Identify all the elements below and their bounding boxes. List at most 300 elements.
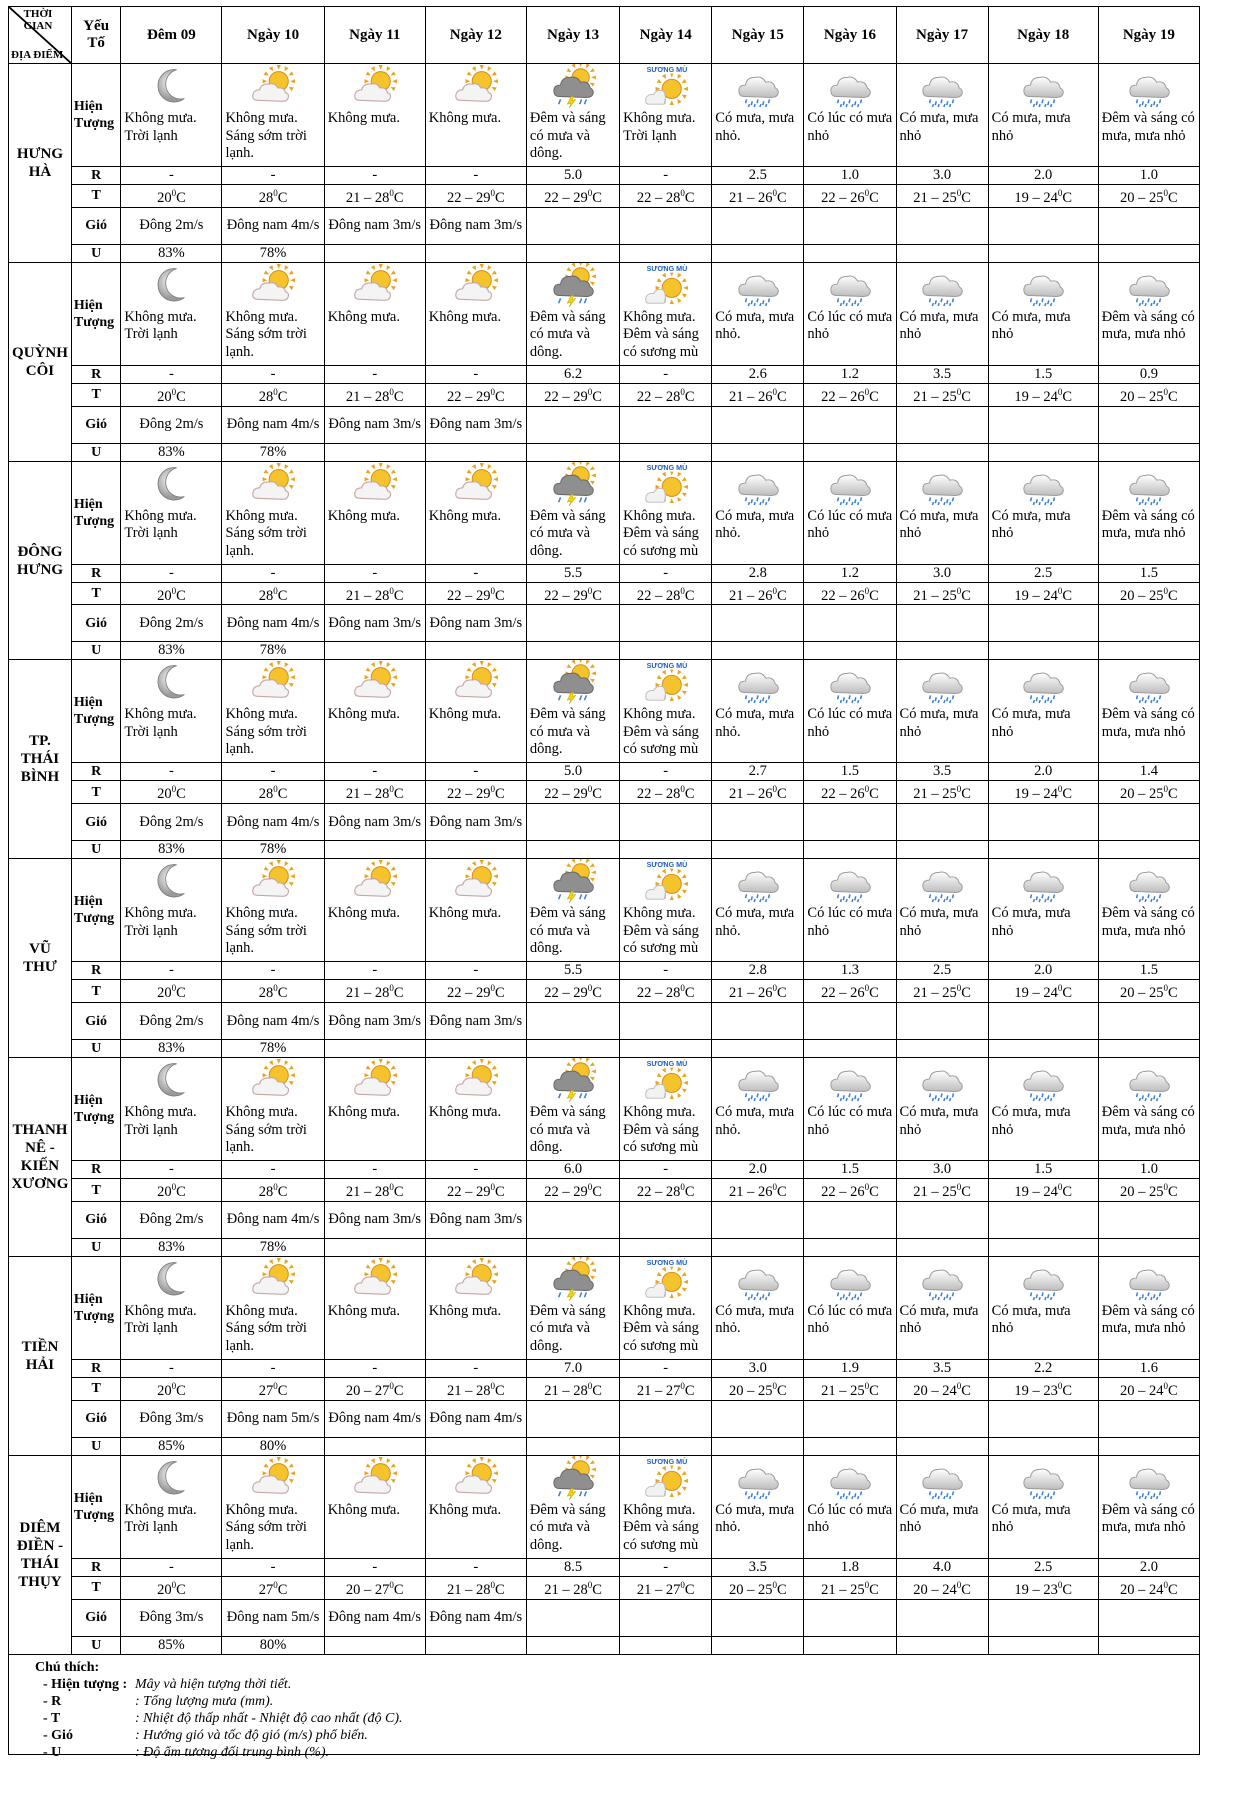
rain-cell: 5.5 bbox=[526, 564, 619, 582]
temp-value: 22 – 29 bbox=[544, 189, 588, 206]
temp-cell bbox=[988, 781, 1098, 804]
temp-cell bbox=[988, 1377, 1098, 1400]
degree-mark: 0 bbox=[389, 983, 394, 994]
wind-cell bbox=[1098, 1599, 1199, 1636]
humidity-cell bbox=[620, 841, 712, 859]
temp-value: 22 – 29 bbox=[447, 786, 491, 803]
humidity-cell bbox=[620, 244, 712, 262]
temp-unit: C bbox=[592, 1183, 602, 1200]
temp-value: 20 – 25 bbox=[729, 1382, 773, 1399]
temp-value: 22 – 28 bbox=[636, 189, 681, 206]
temp-value: 21 – 25 bbox=[913, 587, 957, 604]
temp-unit: C bbox=[777, 1183, 787, 1200]
rain-cell: - bbox=[324, 167, 425, 185]
phenomenon-cell bbox=[620, 859, 712, 962]
humidity-row bbox=[9, 1437, 1200, 1455]
phenomenon-text: Không mưa. Sáng sớm trời lạnh. bbox=[225, 1104, 307, 1156]
phenomenon-text: Có mưa, mưa nhỏ. bbox=[715, 905, 795, 939]
degree-mark: 0 bbox=[171, 1380, 177, 1391]
temp-value: 22 – 26 bbox=[821, 587, 865, 604]
phenomenon-text: Đêm và sáng có mưa, mưa nhỏ bbox=[1101, 905, 1195, 939]
rain-cell: 3.5 bbox=[896, 763, 988, 781]
label-temp: T bbox=[71, 1179, 120, 1202]
humidity-cell bbox=[988, 244, 1098, 262]
rain-cloud-icon bbox=[1102, 1058, 1196, 1104]
temp-unit: C bbox=[592, 786, 602, 803]
phenomenon-cell bbox=[324, 461, 425, 564]
temp-cell bbox=[526, 980, 619, 1003]
temp-cell bbox=[526, 781, 619, 804]
humidity-row bbox=[9, 1040, 1200, 1058]
temp-cell bbox=[620, 185, 712, 208]
rain-cell: - bbox=[222, 962, 324, 980]
phenomenon-cell bbox=[425, 1455, 526, 1558]
temp-unit: C bbox=[176, 985, 186, 1002]
rain-cell: - bbox=[324, 365, 425, 383]
humidity-cell bbox=[712, 1636, 804, 1654]
humidity-cell bbox=[620, 1238, 712, 1256]
humidity-cell bbox=[804, 1040, 896, 1058]
temp-value: 21 – 28 bbox=[345, 388, 390, 405]
temp-cell bbox=[526, 185, 619, 208]
wind-cell: Đông nam 5m/s bbox=[222, 1599, 324, 1636]
temp-value: 21 – 28 bbox=[345, 1183, 390, 1200]
temp-value: 20 – 25 bbox=[1120, 786, 1164, 803]
temp-value: 22 – 29 bbox=[544, 587, 588, 604]
degree-mark: 0 bbox=[680, 1182, 685, 1193]
humidity-cell: 85% bbox=[121, 1636, 222, 1654]
rain-cloud-icon bbox=[1102, 1456, 1196, 1502]
temp-row bbox=[9, 1576, 1200, 1599]
wind-cell bbox=[896, 1599, 988, 1636]
rain-cell: 1.5 bbox=[988, 365, 1098, 383]
rain-cell: 2.0 bbox=[712, 1161, 804, 1179]
wind-cell bbox=[896, 1400, 988, 1437]
location-name: THANH NÊ - KIẾN XƯƠNG bbox=[9, 1058, 72, 1257]
phenomenon-text: Không mưa. Trời lạnh bbox=[124, 1501, 197, 1536]
moon-icon bbox=[124, 1058, 218, 1104]
degree-mark: 0 bbox=[1163, 188, 1169, 198]
wind-cell bbox=[712, 1599, 804, 1636]
label-temp: T bbox=[71, 582, 120, 605]
degree-mark: 0 bbox=[273, 1182, 278, 1193]
legend-item bbox=[35, 1676, 1199, 1693]
humidity-cell: 85% bbox=[121, 1437, 222, 1455]
degree-mark: 0 bbox=[864, 1182, 870, 1193]
degree-mark: 0 bbox=[680, 585, 685, 596]
temp-value: 28 bbox=[258, 1183, 274, 1200]
thunderstorm-sun-icon bbox=[530, 64, 616, 110]
temp-value: 20 – 25 bbox=[729, 1581, 773, 1598]
phenomenon-text: Không mưa. bbox=[327, 706, 400, 723]
temp-unit: C bbox=[176, 587, 186, 604]
temp-cell bbox=[804, 1179, 896, 1202]
phenomenon-text: Có mưa, mưa nhỏ bbox=[991, 1302, 1071, 1337]
degree-mark: 0 bbox=[389, 188, 394, 198]
temp-cell bbox=[222, 582, 324, 605]
temp-cell bbox=[1098, 1576, 1199, 1599]
phenomenon-cell bbox=[804, 1455, 896, 1558]
temp-cell bbox=[121, 1377, 222, 1400]
rain-cloud-icon bbox=[807, 1257, 892, 1303]
phenomenon-text: Không mưa. bbox=[428, 110, 502, 126]
temp-cell bbox=[324, 1377, 425, 1400]
degree-mark: 0 bbox=[1057, 386, 1063, 397]
temp-cell bbox=[1098, 582, 1199, 605]
phenomenon-text: Có mưa, mưa nhỏ bbox=[991, 1501, 1071, 1536]
sun-cloud-icon bbox=[225, 263, 320, 309]
wind-cell: Đông nam 4m/s bbox=[222, 1003, 324, 1040]
degree-mark: 0 bbox=[1057, 1182, 1063, 1193]
wind-row bbox=[9, 605, 1200, 642]
phenomenon-cell bbox=[121, 1058, 222, 1161]
phenomenon-cell bbox=[804, 461, 896, 564]
temp-value: 27 bbox=[258, 1382, 274, 1399]
rain-cell: 2.0 bbox=[1098, 1558, 1199, 1576]
wind-cell: Đông nam 3m/s bbox=[324, 406, 425, 443]
temp-value: 19 – 24 bbox=[1014, 985, 1058, 1002]
humidity-cell: 78% bbox=[222, 1040, 324, 1058]
phenomenon-cell bbox=[526, 660, 619, 763]
rain-cell: - bbox=[620, 962, 712, 980]
humidity-cell bbox=[712, 642, 804, 660]
rain-row bbox=[9, 365, 1200, 383]
temp-cell bbox=[712, 980, 804, 1003]
temp-value: 28 bbox=[258, 189, 274, 206]
temp-unit: C bbox=[277, 786, 288, 803]
wind-row bbox=[9, 1400, 1200, 1437]
temp-value: 28 bbox=[258, 388, 274, 405]
degree-mark: 0 bbox=[171, 585, 177, 596]
phenomenon-cell bbox=[324, 1256, 425, 1359]
label-humidity: U bbox=[71, 841, 120, 859]
moon-icon bbox=[124, 660, 218, 706]
day-header-2: Ngày 11 bbox=[324, 7, 425, 64]
degree-mark: 0 bbox=[956, 1380, 962, 1391]
temp-cell bbox=[121, 1179, 222, 1202]
wind-cell bbox=[620, 1201, 712, 1238]
temp-unit: C bbox=[684, 1382, 695, 1399]
temp-cell bbox=[620, 1179, 712, 1202]
phenomenon-text: Có lúc có mưa nhỏ bbox=[807, 706, 893, 740]
day-header-5: Ngày 14 bbox=[620, 7, 712, 64]
temp-value: 20 – 27 bbox=[345, 1581, 390, 1598]
phenomenon-text: Có mưa, mưa nhỏ bbox=[991, 308, 1071, 343]
wind-row bbox=[9, 406, 1200, 443]
rain-cell: - bbox=[620, 167, 712, 185]
degree-mark: 0 bbox=[273, 1579, 278, 1590]
wind-cell: Đông nam 3m/s bbox=[324, 1003, 425, 1040]
degree-mark: 0 bbox=[956, 1579, 962, 1590]
wind-cell bbox=[896, 1201, 988, 1238]
moon-icon bbox=[124, 1456, 218, 1502]
wind-cell bbox=[804, 1003, 896, 1040]
rain-cell: 1.0 bbox=[1098, 1161, 1199, 1179]
rain-cloud-icon bbox=[807, 859, 892, 905]
temp-cell bbox=[121, 1576, 222, 1599]
phenomenon-text: Không mưa. bbox=[327, 1104, 400, 1121]
sun-cloud-icon bbox=[429, 263, 523, 309]
moon-icon bbox=[124, 64, 218, 110]
temp-unit: C bbox=[777, 985, 787, 1002]
temp-unit: C bbox=[684, 985, 695, 1002]
rain-cell: 8.5 bbox=[526, 1558, 619, 1576]
sun-cloud-icon bbox=[429, 462, 523, 508]
humidity-cell: 78% bbox=[222, 841, 324, 859]
humidity-cell: 78% bbox=[222, 244, 324, 262]
temp-cell bbox=[804, 1576, 896, 1599]
phenomenon-cell bbox=[121, 461, 222, 564]
phenomenon-cell bbox=[896, 64, 988, 167]
rain-cloud-icon bbox=[1102, 64, 1196, 110]
rain-cloud-icon bbox=[992, 859, 1095, 905]
phenomena-row bbox=[9, 660, 1200, 763]
phenomenon-text: Đêm và sáng có mưa và dông. bbox=[529, 308, 606, 360]
label-humidity: U bbox=[71, 642, 120, 660]
degree-mark: 0 bbox=[171, 784, 177, 795]
rain-cloud-icon bbox=[715, 64, 800, 110]
humidity-cell bbox=[324, 1437, 425, 1455]
phenomenon-cell bbox=[712, 262, 804, 365]
temp-value: 19 – 23 bbox=[1014, 1581, 1058, 1598]
rain-cell: 1.2 bbox=[804, 365, 896, 383]
rain-cloud-icon bbox=[715, 1456, 800, 1502]
temp-value: 22 – 28 bbox=[636, 985, 681, 1002]
degree-mark: 0 bbox=[772, 585, 777, 596]
rain-cell: - bbox=[620, 1161, 712, 1179]
degree-mark: 0 bbox=[772, 386, 777, 397]
temp-value: 21 – 28 bbox=[345, 985, 390, 1002]
temp-unit: C bbox=[869, 1382, 879, 1399]
humidity-cell bbox=[896, 244, 988, 262]
temp-unit: C bbox=[277, 1183, 288, 1200]
temp-cell bbox=[425, 185, 526, 208]
location-name: TP. THÁI BÌNH bbox=[9, 660, 72, 859]
degree-mark: 0 bbox=[772, 1579, 777, 1590]
temp-value: 21 – 27 bbox=[636, 1581, 681, 1598]
temp-value: 22 – 26 bbox=[821, 1183, 865, 1200]
temp-unit: C bbox=[1062, 985, 1073, 1002]
wind-cell bbox=[896, 406, 988, 443]
degree-mark: 0 bbox=[273, 784, 278, 795]
wind-cell bbox=[526, 406, 619, 443]
temp-cell bbox=[526, 383, 619, 406]
wind-cell bbox=[620, 406, 712, 443]
degree-mark: 0 bbox=[587, 1380, 593, 1391]
degree-mark: 0 bbox=[171, 386, 177, 397]
legend-item bbox=[35, 1727, 1199, 1744]
legend-key: - U bbox=[43, 1744, 62, 1760]
phenomenon-cell bbox=[896, 461, 988, 564]
phenomenon-text: Không mưa. Trời lạnh bbox=[124, 905, 197, 939]
label-phenomenon: Hiện Tượng bbox=[71, 262, 120, 365]
wind-cell bbox=[896, 207, 988, 244]
rain-cell: 1.5 bbox=[804, 1161, 896, 1179]
phenomena-row bbox=[9, 859, 1200, 962]
temp-value: 22 – 28 bbox=[636, 388, 681, 405]
temp-unit: C bbox=[393, 786, 404, 803]
degree-mark: 0 bbox=[587, 1579, 593, 1590]
fog-label: SƯƠNG MÙ bbox=[646, 463, 688, 472]
rain-cloud-icon bbox=[900, 1058, 985, 1104]
degree-mark: 0 bbox=[680, 1579, 685, 1590]
phenomenon-cell bbox=[324, 1058, 425, 1161]
temp-cell bbox=[222, 1576, 324, 1599]
rain-cell: 1.3 bbox=[804, 962, 896, 980]
rain-cell: 3.0 bbox=[896, 1161, 988, 1179]
temp-unit: C bbox=[777, 587, 787, 604]
humidity-cell bbox=[712, 1040, 804, 1058]
rain-cell: 5.0 bbox=[526, 167, 619, 185]
sun-cloud-icon bbox=[328, 462, 422, 508]
humidity-cell: 80% bbox=[222, 1437, 324, 1455]
sun-cloud-icon bbox=[225, 1058, 320, 1104]
phenomenon-text: Không mưa. bbox=[428, 1302, 502, 1319]
humidity-cell: 83% bbox=[121, 841, 222, 859]
temp-unit: C bbox=[777, 388, 787, 405]
temp-cell bbox=[620, 383, 712, 406]
humidity-cell bbox=[324, 244, 425, 262]
temp-value: 21 – 28 bbox=[345, 786, 390, 803]
humidity-cell bbox=[896, 841, 988, 859]
rain-cell: 1.2 bbox=[804, 564, 896, 582]
degree-mark: 0 bbox=[1163, 585, 1169, 596]
degree-mark: 0 bbox=[1057, 784, 1063, 795]
temp-cell bbox=[526, 582, 619, 605]
degree-mark: 0 bbox=[587, 585, 593, 596]
wind-cell: Đông 3m/s bbox=[121, 1599, 222, 1636]
temp-cell bbox=[712, 383, 804, 406]
thunderstorm-sun-icon bbox=[530, 1058, 616, 1104]
label-rain: R bbox=[71, 564, 120, 582]
wind-cell: Đông 3m/s bbox=[121, 1400, 222, 1437]
rain-cell: 1.5 bbox=[1098, 564, 1199, 582]
wind-cell: Đông nam 5m/s bbox=[222, 1400, 324, 1437]
humidity-cell bbox=[804, 1437, 896, 1455]
degree-mark: 0 bbox=[680, 983, 685, 994]
fog-sun-icon bbox=[623, 263, 708, 309]
rain-cell: - bbox=[425, 962, 526, 980]
temp-value: 20 – 27 bbox=[345, 1382, 390, 1399]
sun-cloud-icon bbox=[429, 859, 523, 905]
humidity-cell bbox=[988, 1238, 1098, 1256]
rain-row bbox=[9, 1359, 1200, 1377]
temp-value: 20 bbox=[157, 388, 172, 405]
thunderstorm-sun-icon bbox=[530, 263, 616, 309]
thunderstorm-sun-icon bbox=[530, 462, 616, 508]
phenomenon-text: Không mưa. Sáng sớm trời lạnh. bbox=[225, 905, 307, 957]
humidity-cell bbox=[1098, 244, 1199, 262]
humidity-cell bbox=[620, 1040, 712, 1058]
rain-cell: - bbox=[222, 1161, 324, 1179]
temp-unit: C bbox=[176, 189, 186, 206]
temp-unit: C bbox=[495, 786, 505, 803]
fog-label: SƯƠNG MÙ bbox=[646, 662, 688, 671]
temp-value: 19 – 24 bbox=[1014, 1183, 1058, 1200]
temp-unit: C bbox=[393, 388, 404, 405]
fog-label: SƯƠNG MÙ bbox=[646, 861, 688, 870]
wind-cell: Đông nam 3m/s bbox=[425, 605, 526, 642]
rain-cell: 3.5 bbox=[896, 1359, 988, 1377]
legend-value: : Hướng gió và tốc độ gió (m/s) phổ biến. bbox=[135, 1727, 368, 1743]
rain-cloud-icon bbox=[807, 1058, 892, 1104]
wind-cell: Đông nam 4m/s bbox=[324, 1400, 425, 1437]
temp-value: 22 – 29 bbox=[544, 786, 588, 803]
phenomenon-cell bbox=[1098, 64, 1199, 167]
phenomenon-cell bbox=[324, 660, 425, 763]
wind-cell: Đông nam 3m/s bbox=[324, 605, 425, 642]
temp-value: 20 – 24 bbox=[913, 1382, 957, 1399]
phenomenon-cell bbox=[712, 461, 804, 564]
wind-cell bbox=[988, 207, 1098, 244]
rain-row bbox=[9, 962, 1200, 980]
humidity-cell bbox=[804, 244, 896, 262]
phenomenon-cell bbox=[425, 461, 526, 564]
temp-cell bbox=[324, 582, 425, 605]
temp-value: 21 – 26 bbox=[729, 786, 773, 803]
temp-unit: C bbox=[176, 388, 186, 405]
rain-cell: - bbox=[324, 1359, 425, 1377]
wind-cell bbox=[620, 1003, 712, 1040]
temp-cell bbox=[896, 383, 988, 406]
degree-mark: 0 bbox=[490, 188, 496, 198]
fog-sun-icon bbox=[623, 660, 708, 706]
sun-cloud-icon bbox=[225, 660, 320, 706]
legend-title: Chú thích: bbox=[35, 1659, 100, 1675]
temp-unit: C bbox=[176, 1581, 186, 1598]
degree-mark: 0 bbox=[1057, 983, 1063, 994]
phenomenon-text: Không mưa. Sáng sớm trời lạnh. bbox=[225, 507, 307, 559]
wind-cell bbox=[526, 207, 619, 244]
day-header-9: Ngày 18 bbox=[988, 7, 1098, 64]
wind-cell: Đông nam 4m/s bbox=[425, 1400, 526, 1437]
wind-row bbox=[9, 804, 1200, 841]
factor-header: Yếu Tố bbox=[71, 7, 120, 64]
phenomenon-cell bbox=[804, 660, 896, 763]
phenomenon-text: Đêm và sáng có mưa và dông. bbox=[529, 905, 606, 957]
degree-mark: 0 bbox=[680, 386, 685, 397]
temp-cell bbox=[896, 1377, 988, 1400]
phenomenon-text: Có mưa, mưa nhỏ. bbox=[715, 507, 795, 542]
wind-cell bbox=[804, 605, 896, 642]
label-humidity: U bbox=[71, 1040, 120, 1058]
phenomenon-cell bbox=[222, 461, 324, 564]
wind-cell bbox=[1098, 1201, 1199, 1238]
phenomenon-text: Có mưa, mưa nhỏ bbox=[899, 706, 979, 740]
phenomenon-cell bbox=[526, 1058, 619, 1161]
degree-mark: 0 bbox=[680, 784, 685, 795]
degree-mark: 0 bbox=[490, 1579, 496, 1590]
temp-value: 20 – 24 bbox=[1120, 1581, 1164, 1598]
temp-row bbox=[9, 383, 1200, 406]
label-wind: Gió bbox=[71, 406, 120, 443]
fog-sun-icon bbox=[623, 462, 708, 508]
degree-mark: 0 bbox=[956, 983, 962, 994]
rain-cell: - bbox=[121, 1558, 222, 1576]
phenomenon-cell bbox=[1098, 1256, 1199, 1359]
rain-cell: 4.0 bbox=[896, 1558, 988, 1576]
degree-mark: 0 bbox=[171, 983, 177, 994]
legend-value: : Nhiệt độ thấp nhất - Nhiệt độ cao nhất (độ C). bbox=[135, 1710, 403, 1726]
humidity-cell bbox=[526, 1238, 619, 1256]
moon-icon bbox=[124, 859, 218, 905]
degree-mark: 0 bbox=[587, 1182, 593, 1193]
wind-cell bbox=[526, 804, 619, 841]
humidity-cell bbox=[526, 244, 619, 262]
wind-cell: Đông nam 3m/s bbox=[324, 1201, 425, 1238]
phenomenon-text: Không mưa. Trời lạnh bbox=[124, 507, 197, 542]
temp-unit: C bbox=[495, 189, 505, 206]
